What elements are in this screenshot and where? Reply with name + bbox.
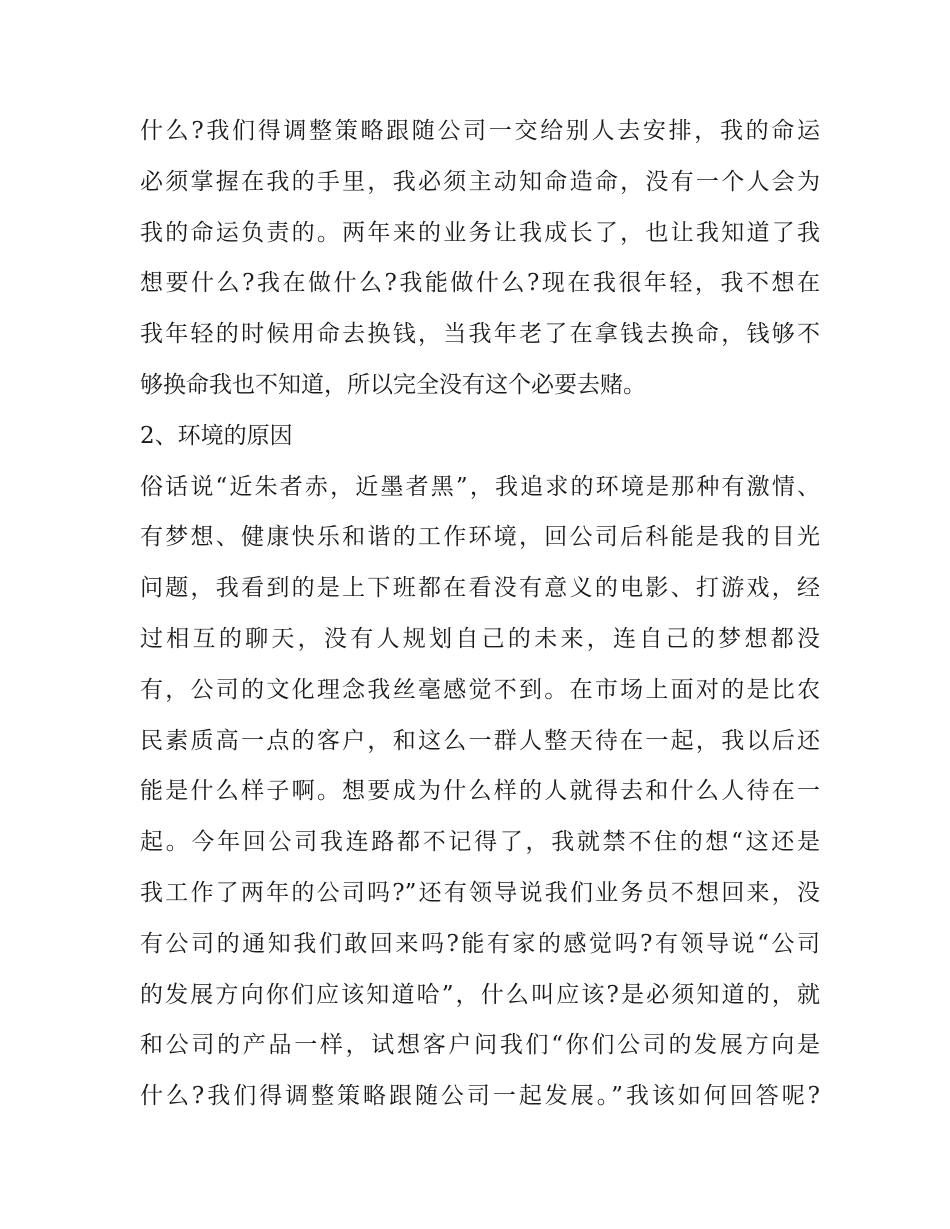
- text-line-9: 有梦想、健康快乐和谐的工作环境，回公司后科能是我的目光: [140, 524, 820, 551]
- text-line-11: 过相互的聊天，没有人规划自己的未来，连自己的梦想都没: [140, 625, 820, 652]
- text-line-15: 起。今年回公司我连路都不记得了，我就禁不住的想“这还是: [140, 829, 820, 856]
- text-line-3: 我的命运负责的。两年来的业务让我成长了，也让我知道了我: [140, 219, 820, 246]
- section-heading: 2、环境的原因: [140, 422, 293, 449]
- text-line-10: 问题，我看到的是上下班都在看没有意义的电影、打游戏，经: [140, 575, 820, 602]
- text-line-8: 俗话说“近朱者赤，近墨者黑”，我追求的环境是那种有激情、: [140, 473, 820, 500]
- text-line-5: 我年轻的时候用命去换钱，当我年老了在拿钱去换命，钱够不: [140, 321, 820, 348]
- text-line-4: 想要什么?我在做什么?我能做什么?现在我很年轻，我不想在: [140, 270, 820, 297]
- text-line-13: 民素质高一点的客户，和这么一群人整天待在一起，我以后还: [140, 727, 820, 754]
- text-line-18: 的发展方向你们应该知道哈”，什么叫应该?是必须知道的，就: [140, 981, 820, 1008]
- body-text: [140, 106, 820, 1122]
- text-line-17: 有公司的通知我们敢回来吗?能有家的感觉吗?有领导说“公司: [140, 930, 820, 957]
- text-line-1: 什么?我们得调整策略跟随公司一交给别人去安排，我的命运: [140, 118, 820, 144]
- text-line-16: 我工作了两年的公司吗?”还有领导说我们业务员不想回来，没: [140, 879, 820, 906]
- text-line-19: 和公司的产品一样，试想客户问我们“你们公司的发展方向是: [140, 1032, 820, 1059]
- text-line-2: 必须掌握在我的手里，我必须主动知命造命，没有一个人会为: [140, 168, 820, 195]
- text-line-6: 够换命我也不知道，所以完全没有这个必要去赌。: [140, 371, 646, 398]
- text-line-20: 什么?我们得调整策略跟随公司一起发展。”我该如何回答呢?: [140, 1083, 820, 1110]
- text-line-12: 有，公司的文化理念我丝毫感觉不到。在市场上面对的是比农: [140, 676, 820, 703]
- text-line-14: 能是什么样子啊。想要成为什么样的人就得去和什么人待在一: [140, 778, 820, 805]
